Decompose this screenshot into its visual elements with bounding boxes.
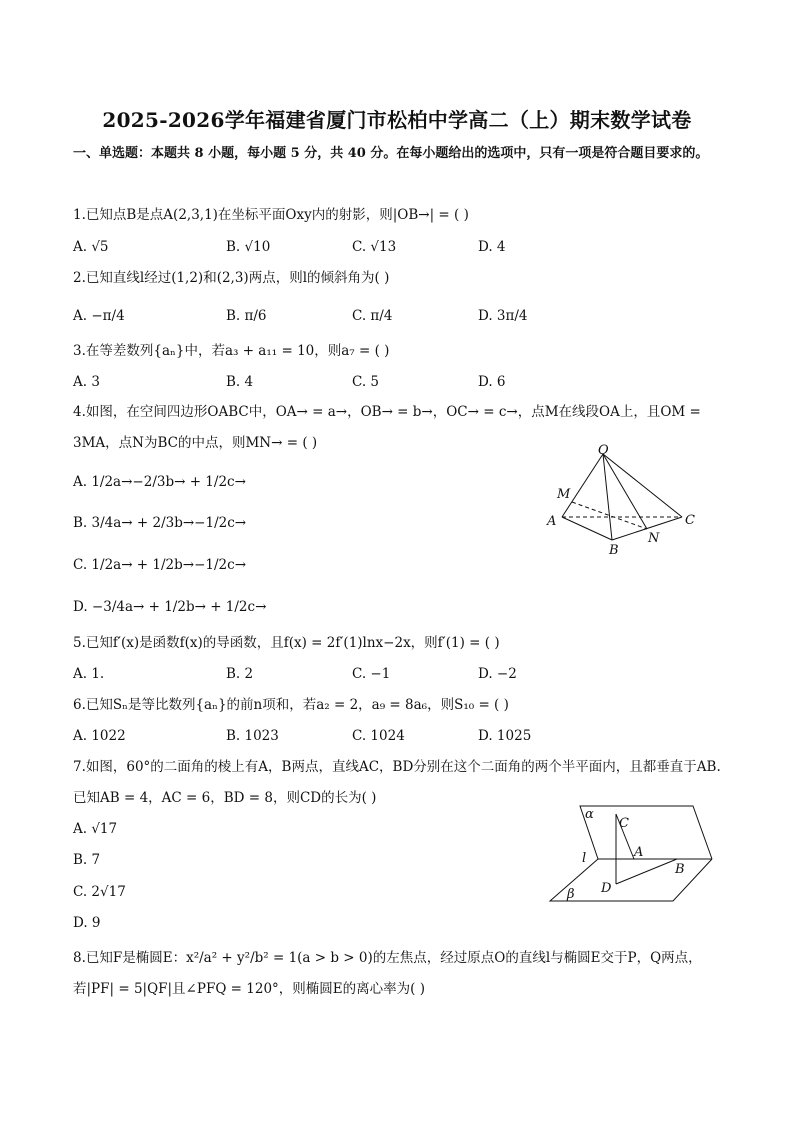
- edge-ab: [562, 517, 612, 540]
- question-7-option-d: D. 9: [73, 915, 101, 931]
- question-6-option-a: A. 1022: [73, 728, 126, 744]
- question-4-stem: 4.如图，在空间四边形OABC中，OA→ = a→，OB→ = b→，OC→ = c→，点M在线段OA上，且OM = 3MA，点N为BC的中点，则MN→ = ( ): [73, 404, 701, 451]
- question-4-option-a: A. 1/2a→−2/3b→ + 1/2c→: [73, 474, 246, 490]
- question-3-stem: 3.在等差数列{aₙ}中，若a₃ + a₁₁ = 10，则a₇ = ( ): [73, 343, 390, 359]
- question-2-option-c: C. π/4: [352, 308, 393, 324]
- question-2-option-a: A. −π/4: [73, 308, 125, 324]
- tetrahedron-figure: [540, 442, 700, 560]
- question-5-option-c: C. −1: [352, 666, 391, 682]
- question-6-option-b: B. 1023: [226, 728, 279, 744]
- question-6-option-d: D. 1025: [478, 728, 532, 744]
- label-b: B: [609, 543, 619, 558]
- question-5-option-b: B. 2: [226, 666, 254, 682]
- question-1-stem: 1.已知点B是点A(2,3,1)在坐标平面Oxy内的射影，则|OB→| = ( ): [73, 207, 469, 223]
- label-b: B: [675, 862, 685, 877]
- edge-oa: [562, 454, 603, 517]
- label-beta: β: [567, 887, 575, 902]
- question-4-option-d: D. −3/4a→ + 1/2b→ + 1/2c→: [73, 599, 267, 615]
- question-6-stem: 6.已知Sₙ是等比数列{aₙ}的前n项和，若a₂ = 2，a₉ = 8a₆，则S₁₀ = ( ): [73, 697, 509, 713]
- question-3-option-a: A. 3: [73, 374, 100, 390]
- label-l: l: [582, 851, 587, 866]
- plane-alpha: [580, 806, 712, 859]
- question-8-stem: 8.已知F是椭圆E：x²/a² + y²/b² = 1(a > b > 0)的左焦点，经过原点O的直线l与椭圆E交于P，Q两点，若|PF| = 5|QF|且∠PFQ = 120°，则椭圆E的离心率为( ): [73, 950, 702, 997]
- label-o: O: [598, 443, 609, 458]
- edge-oc: [603, 454, 682, 517]
- question-5-stem: 5.已知f′(x)是函数f(x)的导函数，且f(x) = 2f′(1)lnx−2x，则f′(1) = ( ): [73, 635, 500, 651]
- question-4-option-c: C. 1/2a→ + 1/2b→−1/2c→: [73, 557, 247, 573]
- section-heading: 一、单选题：本题共 8 小题，每小题 5 分，共 40 分。在每小题给出的选项中，只有一项是符合题目要求的。: [73, 146, 709, 161]
- label-a: A: [634, 845, 644, 860]
- question-7-option-c: C. 2√17: [73, 884, 126, 900]
- question-3-option-d: D. 6: [478, 374, 506, 390]
- question-1-option-d: D. 4: [478, 239, 506, 255]
- question-7-stem: 7.如图，60°的二面角的棱上有A，B两点，直线AC，BD分别在这个二面角的两个半平面内，且都垂直于AB.已知AB = 4，AC = 6，BD = 8，则CD的长为( ): [73, 759, 721, 806]
- label-c: C: [685, 513, 695, 528]
- segment-bd: [616, 859, 677, 884]
- question-1-option-b: B. √10: [226, 239, 271, 255]
- question-5-option-d: D. −2: [478, 666, 517, 682]
- label-m: M: [557, 487, 571, 502]
- label-d: D: [601, 881, 612, 896]
- label-n: N: [648, 531, 660, 546]
- question-3-option-c: C. 5: [352, 374, 380, 390]
- question-2-option-b: B. π/6: [226, 308, 267, 324]
- question-7-option-b: B. 7: [73, 852, 101, 868]
- question-1-option-a: A. √5: [73, 239, 109, 255]
- question-3-option-b: B. 4: [226, 374, 254, 390]
- question-5-option-a: A. 1.: [73, 666, 105, 682]
- question-2-option-d: D. 3π/4: [478, 308, 528, 324]
- page-title: 2025-2026学年福建省厦门市松柏中学高二（上）期末数学试卷: [102, 108, 692, 132]
- question-2-stem: 2.已知直线l经过(1,2)和(2,3)两点，则l的倾斜角为( ): [73, 270, 390, 286]
- question-6-option-c: C. 1024: [352, 728, 405, 744]
- question-1-option-c: C. √13: [352, 239, 397, 255]
- label-c: C: [619, 816, 629, 831]
- dihedral-angle-figure: [545, 800, 720, 906]
- question-7-option-a: A. √17: [73, 821, 118, 837]
- question-4-option-b: B. 3/4a→ + 2/3b→−1/2c→: [73, 515, 247, 531]
- label-a: A: [547, 514, 557, 529]
- label-alpha: α: [585, 807, 594, 822]
